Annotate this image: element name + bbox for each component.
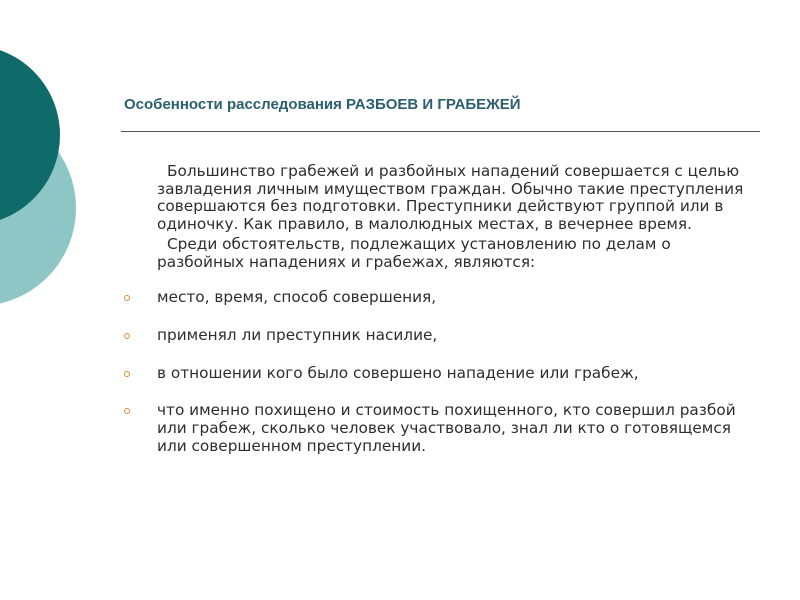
hollow-circle-bullet-icon [124, 408, 130, 414]
title-divider [121, 131, 760, 132]
slide-body [157, 163, 757, 455]
list-item-text: применял ли преступник насилие, [157, 325, 438, 344]
slide-title: Особенности расследования РАЗБОЕВ И ГРАБЕЖЕЙ [124, 96, 521, 113]
hollow-circle-bullet-icon [124, 371, 130, 377]
list-item-text: место, время, способ совершения, [157, 288, 437, 307]
list-item [157, 402, 757, 455]
list-item [157, 327, 757, 345]
intro-paragraph: Большинство грабежей и разбойных нападений совершается с целью завладения личным имуществом граждан. Обычно такие преступления совершаются без подготовки. Преступники действуют группой или в одиночку. Как правило, в малолюдных местах, в вечернее время. [157, 162, 744, 234]
circumstances-list [157, 289, 757, 455]
hollow-circle-bullet-icon [124, 333, 130, 339]
list-item-text: в отношении кого было совершено нападение или грабеж, [157, 363, 639, 382]
circumstances-paragraph: Среди обстоятельств, подлежащих установлению по делам о разбойных нападениях и грабежах, являются: [157, 234, 671, 271]
list-item [157, 289, 757, 307]
list-item [157, 365, 757, 383]
hollow-circle-bullet-icon [124, 295, 130, 301]
list-item-text: что именно похищено и стоимость похищенного, кто совершил разбой или грабеж, сколько человек участвовало, знал ли кто о готовящемся или совершенном преступлении. [157, 401, 736, 455]
decorative-circles [0, 0, 120, 330]
